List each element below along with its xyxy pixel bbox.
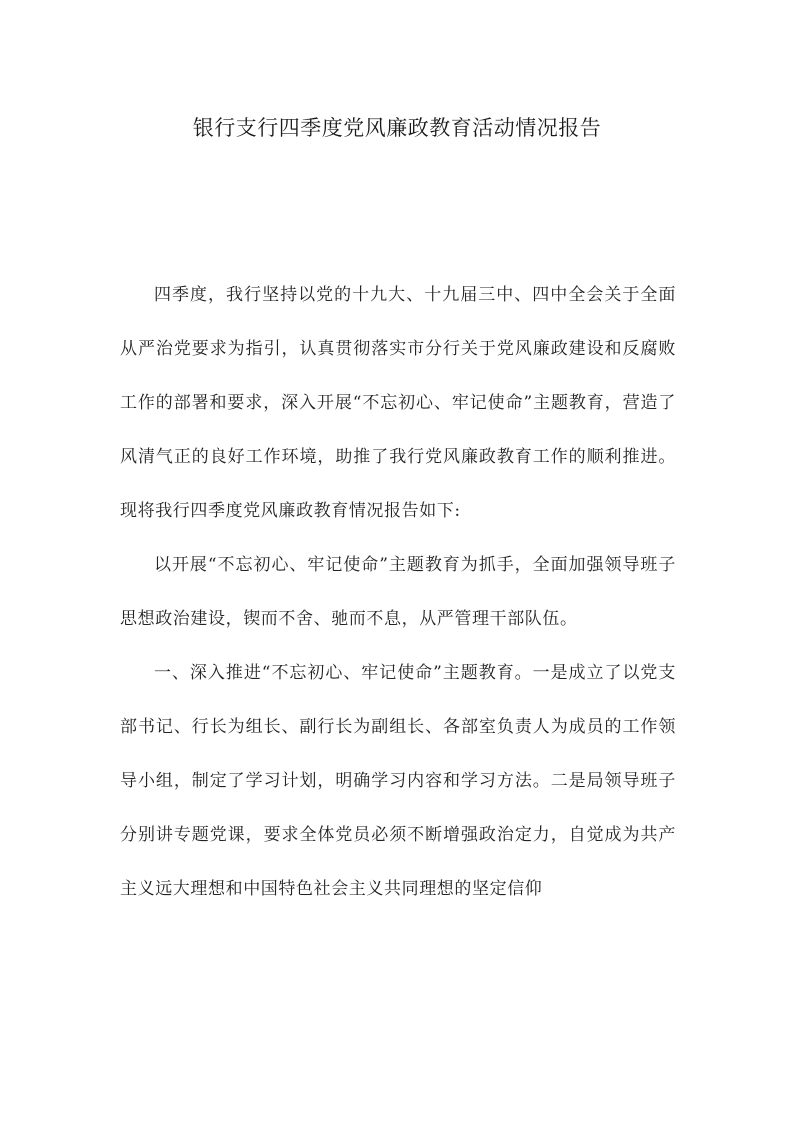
paragraph-summary: 以开展“不忘初心、牢记使命”主题教育为抓手，全面加强领导班子思想政治建设，锲而不舍、驰而不息，从严管理干部队伍。	[120, 555, 676, 629]
paragraph-section-one: 一、深入推进“不忘初心、牢记使命”主题教育。一是成立了以党支部书记、行长为组长、副行长为副组长、各部室负责人为成员的工作领导小组，制定了学习计划，明确学习内容和学习方法。二是局领导班子分别讲专题党课，要求全体党员必须不断增强政治定力，自觉成为共产主义远大理想和中国特色社会主义共同理想的坚定信仰	[120, 663, 676, 899]
document-title: 银行支行四季度党风廉政教育活动情况报告	[192, 116, 602, 140]
paragraph-intro: 四季度，我行坚持以党的十九大、十九届三中、四中全会关于全面从严治党要求为指引，认真贯彻落实市分行关于党风廉政建设和反腐败工作的部署和要求，深入开展“不忘初心、牢记使命”主题教育，营造了风清气正的良好工作环境，助推了我行党风廉政教育工作的顺利推进。现将我行四季度党风廉政教育情况报告如下:	[120, 285, 676, 521]
document-body	[120, 268, 676, 916]
